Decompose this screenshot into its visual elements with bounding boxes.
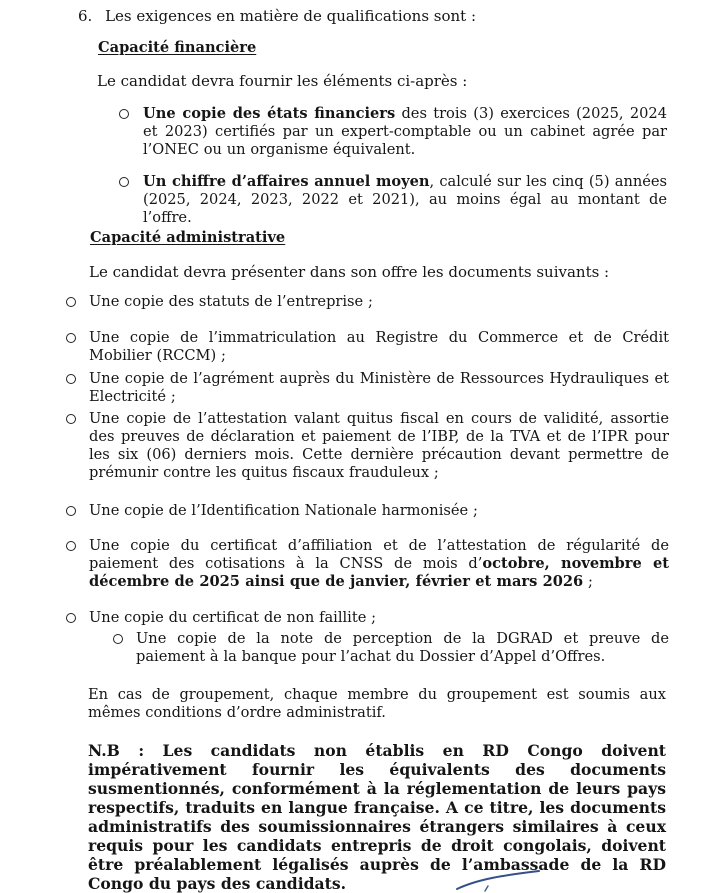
administrative-item-statutes [66, 293, 670, 311]
circle-bullet-icon [119, 109, 129, 119]
heading-number: 6. [78, 7, 93, 25]
dgrad-text: Une copie de la note de perception de la DGRAD et preuve de paiement à la banque pour l’achat du Dossier d’Appel d’Offres. [136, 630, 669, 665]
annual-turnover-bold: Un chiffre d’affaires annuel moyen [143, 173, 430, 190]
annual-turnover-rest: , calculé sur les cinq (5) années (2025, 2024, 2023, 2022 et 2021), au moins égal au montant de l’offre. [143, 173, 668, 226]
financial-intro: Le candidat devra fournir les éléments ci-après : [97, 72, 468, 90]
administrative-item-tax-clearance [66, 410, 670, 482]
administrative-item-rccm [66, 329, 670, 365]
circle-bullet-icon [66, 541, 76, 551]
administrative-item-cnss [66, 537, 670, 591]
nb-text: Les candidats non établis en RD Congo doivent impérativement fournir les équivalents des documents susmentionnés, conformément à la réglementation de leurs pays respectifs, traduits en langue française. A ce titre, les documents administratifs des soumissionnaires étrangers similaires à ceux requis pour les candidats entrepris de droit congolais, doivent être préalablement légalisés auprès de l’ambassade de la RD Congo du pays des candidats. [88, 741, 666, 893]
administrative-intro: Le candidat devra présenter dans son offre les documents suivants : [89, 263, 610, 281]
circle-bullet-icon [119, 177, 129, 187]
grouping-note: En cas de groupement, chaque membre du groupement est soumis aux mêmes conditions d’ordre administratif. [88, 686, 666, 721]
circle-bullet-icon [66, 506, 76, 516]
annual-turnover-text [143, 173, 667, 227]
financial-statements-text [143, 105, 667, 159]
circle-bullet-icon [66, 613, 76, 623]
financial-capacity-title: Capacité financière [98, 39, 257, 56]
administrative-capacity-title: Capacité administrative [90, 229, 286, 246]
statutes-text: Une copie des statuts de l’entreprise ; [89, 293, 373, 310]
circle-bullet-icon [66, 414, 76, 424]
ministry-approval-text: Une copie de l’agrément auprès du Ministère de Ressources Hydrauliques et Electricité ; [89, 370, 669, 405]
circle-bullet-icon [66, 297, 76, 307]
financial-item-annual-turnover [119, 173, 667, 227]
financial-item-financial-statements [119, 105, 667, 159]
rccm-text: Une copie de l’immatriculation au Registre du Commerce et de Crédit Mobilier (RCCM) ; [89, 329, 669, 364]
cnss-normal-text: Une copie du certificat d’affiliation et de l’attestation de régularité de paiement des cotisations à la CNSS de mois d’ [89, 537, 669, 572]
circle-bullet-icon [66, 333, 76, 343]
non-bankruptcy-text: Une copie du certificat de non faillite ; [89, 609, 377, 626]
tax-clearance-text: Une copie de l’attestation valant quitus fiscal en cours de validité, assortie des preuves de déclaration et paiement de l’IBP, de la TVA et de l’IPR pour les six (06) derniers mois. Cette dernière précaution devant permettre de prémunir contre les quitus fiscaux frauduleux ; [89, 410, 669, 481]
national-id-text: Une copie de l’Identification Nationale harmonisée ; [89, 502, 478, 519]
cnss-bold-months: octobre, novembre et décembre de 2025 ainsi que de janvier, février et mars 2026 [89, 555, 669, 590]
nb-label: N.B : [88, 741, 145, 760]
circle-bullet-icon [66, 374, 76, 384]
administrative-sub-item-dgrad [113, 630, 669, 666]
circle-bullet-icon [113, 634, 123, 644]
administrative-item-non-bankruptcy [66, 609, 670, 627]
financial-statements-bold: Une copie des états financiers [143, 105, 396, 122]
cnss-text [89, 537, 669, 591]
heading-text: Les exigences en matière de qualifications sont : [105, 7, 477, 25]
administrative-item-ministry-approval [66, 370, 670, 406]
administrative-item-national-id [66, 502, 670, 520]
nb-paragraph [88, 741, 666, 893]
qualification-heading [78, 7, 476, 25]
financial-statements-rest: des trois (3) exercices (2025, 2024 et 2023) certifiés par un expert-comptable ou un cabinet agrée par l’ONEC ou un organisme équivalent. [143, 105, 667, 158]
cnss-suffix: ; [583, 573, 593, 590]
